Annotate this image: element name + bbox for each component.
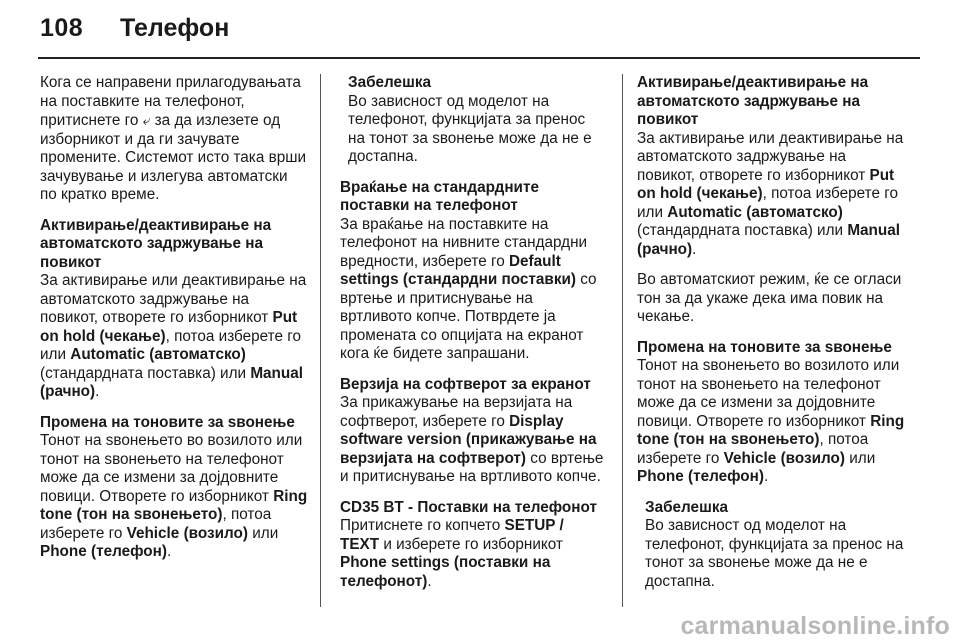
column-divider	[320, 74, 321, 607]
column-divider	[622, 74, 623, 607]
column-2	[340, 74, 606, 603]
body-paragraph: За враќање на поставките на телефонот на нивните стандардни вредности, изберете го Default settings (стандардни поставки) со вртење и притиснување на вртливото копче. Потврдете ја промената со опцијата на екранот кога ќе бидете запрашани.	[340, 215, 597, 362]
back-arrow-icon: ⤶	[142, 112, 151, 128]
body-paragraph: Тонот на ѕвонењето во возилото или тонот на ѕвонењето на телефонот може да се измени за дојдовните повици. Отворете го изборникот Ring tone (тон на ѕвонењето), потоа изберете го Vehicle (возило) или Phone (телефон).	[40, 432, 308, 560]
note-box	[645, 499, 905, 592]
note-text: Во зависност од моделот на телефонот, функцијата за пренос на тонот за ѕвонење може да не е достапна.	[348, 92, 592, 165]
column-3	[637, 74, 905, 603]
note-heading: Забелешка	[348, 74, 431, 91]
watermark: carmanualsonline.info	[680, 612, 950, 640]
body-paragraph: За активирање или деактивирање на автоматското задржување на повикот, отворете го изборникот Put on hold (чекање), потоа изберете го или Automatic (автоматско) (стандардната поставка) или Manual (рачно).	[40, 272, 307, 400]
page-number: 108	[40, 14, 84, 42]
section-heading: Промена на тоновите за ѕвонење	[637, 338, 892, 356]
intro-paragraph: Кога се направени прилагодувањата на поставките на телефонот, притиснете го ⤶ за да излезете од изборникот и да ги зачувате промените. Системот исто така врши зачувување и излегува автоматски по кратко време.	[40, 74, 307, 203]
note-heading: Забелешка	[645, 498, 728, 516]
body-paragraph: Во автоматскиот режим, ќе се огласи тон за да укаже дека има повик на чекање.	[637, 271, 902, 325]
section-heading: Промена на тоновите за ѕвонење	[40, 413, 295, 431]
section-heading: Активирање/деактивирање на автоматското задржување на повикот	[40, 216, 272, 271]
page-title: Телефон	[120, 14, 230, 42]
section-heading: Враќање на стандардните поставки на телефонот	[340, 178, 539, 214]
note-box	[348, 74, 606, 167]
column-1	[40, 74, 308, 574]
section-heading: Активирање/деактивирање на автоматското задржување на повикот	[637, 74, 869, 128]
body-paragraph: За активирање или деактивирање на автоматското задржување на повикот, отворете го изборникот Put on hold (чекање), потоа изберете го или Automatic (автоматско) (стандардната поставка) или Manual (рачно).	[637, 129, 904, 258]
section-heading: Верзија на софтверот за екранот	[340, 375, 591, 393]
note-text: Во зависност од моделот на телефонот, функцијата за пренос на тонот за ѕвонење може да не е достапна.	[645, 517, 904, 590]
body-paragraph: Тонот на ѕвонењето во возилото или тонот на ѕвонењето на телефонот може да се измени за дојдовните повици. Отворете го изборникот Ring tone (тон на ѕвонењето), потоа изберете го Vehicle (возило) или Phone (телефон).	[637, 357, 905, 485]
section-heading: CD35 BT - Поставки на телефонот	[340, 498, 597, 516]
header-rule	[38, 57, 920, 59]
body-paragraph: Притиснете го копчето SETUP / TEXT и изберете го изборникот Phone settings (поставки на телефонот).	[340, 517, 564, 590]
body-paragraph: За прикажување на верзијата на софтверот, изберете го Display software version (прикажување на верзијата на софтверот) со вртење и притиснување на вртливото копче.	[340, 394, 604, 485]
